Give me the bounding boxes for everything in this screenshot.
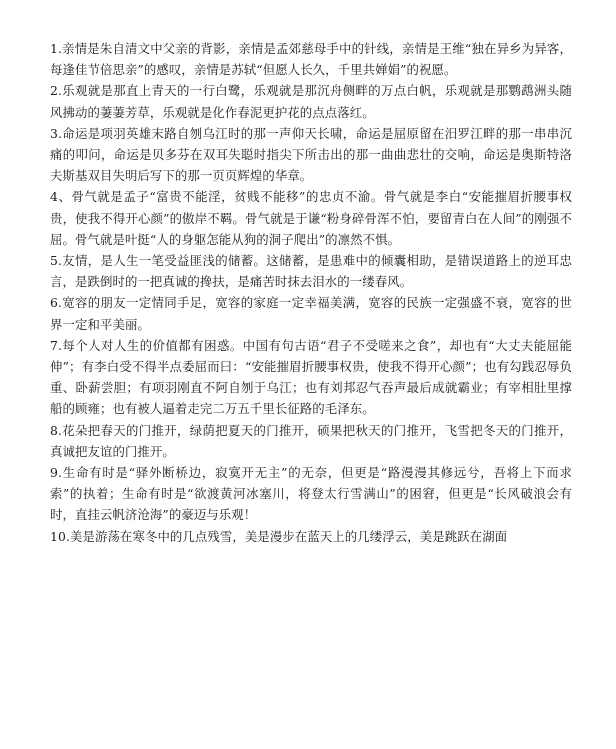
paragraph-10: 10.美是游荡在寒冬中的几点残雪，美是漫步在蓝天上的几缕浮云，美是跳跃在湖面 — [50, 528, 508, 544]
paragraph-6: 6.宽容的朋友一定情同手足，宽容的家庭一定幸福美满，宽容的民族一定强盛不衰，宽容的世界一定和平美丽。 — [50, 295, 572, 332]
paragraph-4: 4、骨气就是孟子“富贵不能淫，贫贱不能移”的忠贞不渝。骨气就是李白“安能摧眉折腰事权贵，使我不得开心颜”的傲岸不羁。骨气就是于谦“粉身碎骨浑不怕，要留青白在人间”的刚强不屈。骨气就是叶挺“人的身躯怎能从狗的洞子爬出”的凛然不惧。 — [50, 189, 572, 247]
paragraph-9: 9.生命有时是“驿外断桥边，寂寞开无主”的无奈，但更是“路漫漫其修远兮，吾将上下而求索”的执着；生命有时是“欲渡黄河冰塞川，将登太行雪满山”的困窘，但更是“长风破浪会有时，直挂云帆济沧海”的豪迈与乐观！ — [50, 465, 572, 523]
document-body — [50, 38, 572, 547]
paragraph-2: 2.乐观就是那直上青天的一行白鹭，乐观就是那沉舟侧畔的万点白帆，乐观就是那鹦鹉洲头随风拂动的萋萋芳草，乐观就是化作春泥更护花的点点落红。 — [50, 83, 572, 120]
paragraph-3: 3.命运是项羽英雄末路自刎乌江时的那一声仰天长啸，命运是屈原留在汨罗江畔的那一串串沉痛的叩问，命运是贝多芬在双耳失聪时指尖下所击出的那一曲曲悲壮的交响，命运是奥斯特洛夫斯基双目失明后写下的那一页页辉煌的华章。 — [50, 125, 572, 184]
paragraph-1: 1.亲情是朱自清文中父亲的背影，亲情是孟郊慈母手中的针线，亲情是王维“独在异乡为异客，每逢佳节倍思亲”的感叹，亲情是苏轼“但愿人长久，千里共婵娟”的祝愿。 — [50, 41, 572, 78]
paragraph-7: 7.每个人对人生的价值都有困惑。中国有句古语“君子不受嗟来之食”，却也有“大丈夫能屈能伸”；有李白受不得半点委屈而曰：“安能摧眉折腰事权贵，使我不得开心颜”；也有勾践忍辱负重、卧薪尝胆；有项羽刚直不阿自刎于乌江；也有刘邦忍气吞声最后成就霸业；有宰相肚里撑船的顾雍；也有被人逼着走完二万五千里长征路的毛泽东。 — [50, 337, 572, 417]
paragraph-8: 8.花朵把春天的门推开，绿荫把夏天的门推开，硕果把秋天的门推开，飞雪把冬天的门推开，真诚把友谊的门推开。 — [50, 422, 572, 459]
paragraph-5: 5.友情，是人生一笔受益匪浅的储蓄。这储蓄，是患难中的倾囊相助，是错误道路上的逆耳忠言，是跌倒时的一把真诚的搀扶，是痛苦时抹去泪水的一缕春风。 — [50, 253, 572, 290]
